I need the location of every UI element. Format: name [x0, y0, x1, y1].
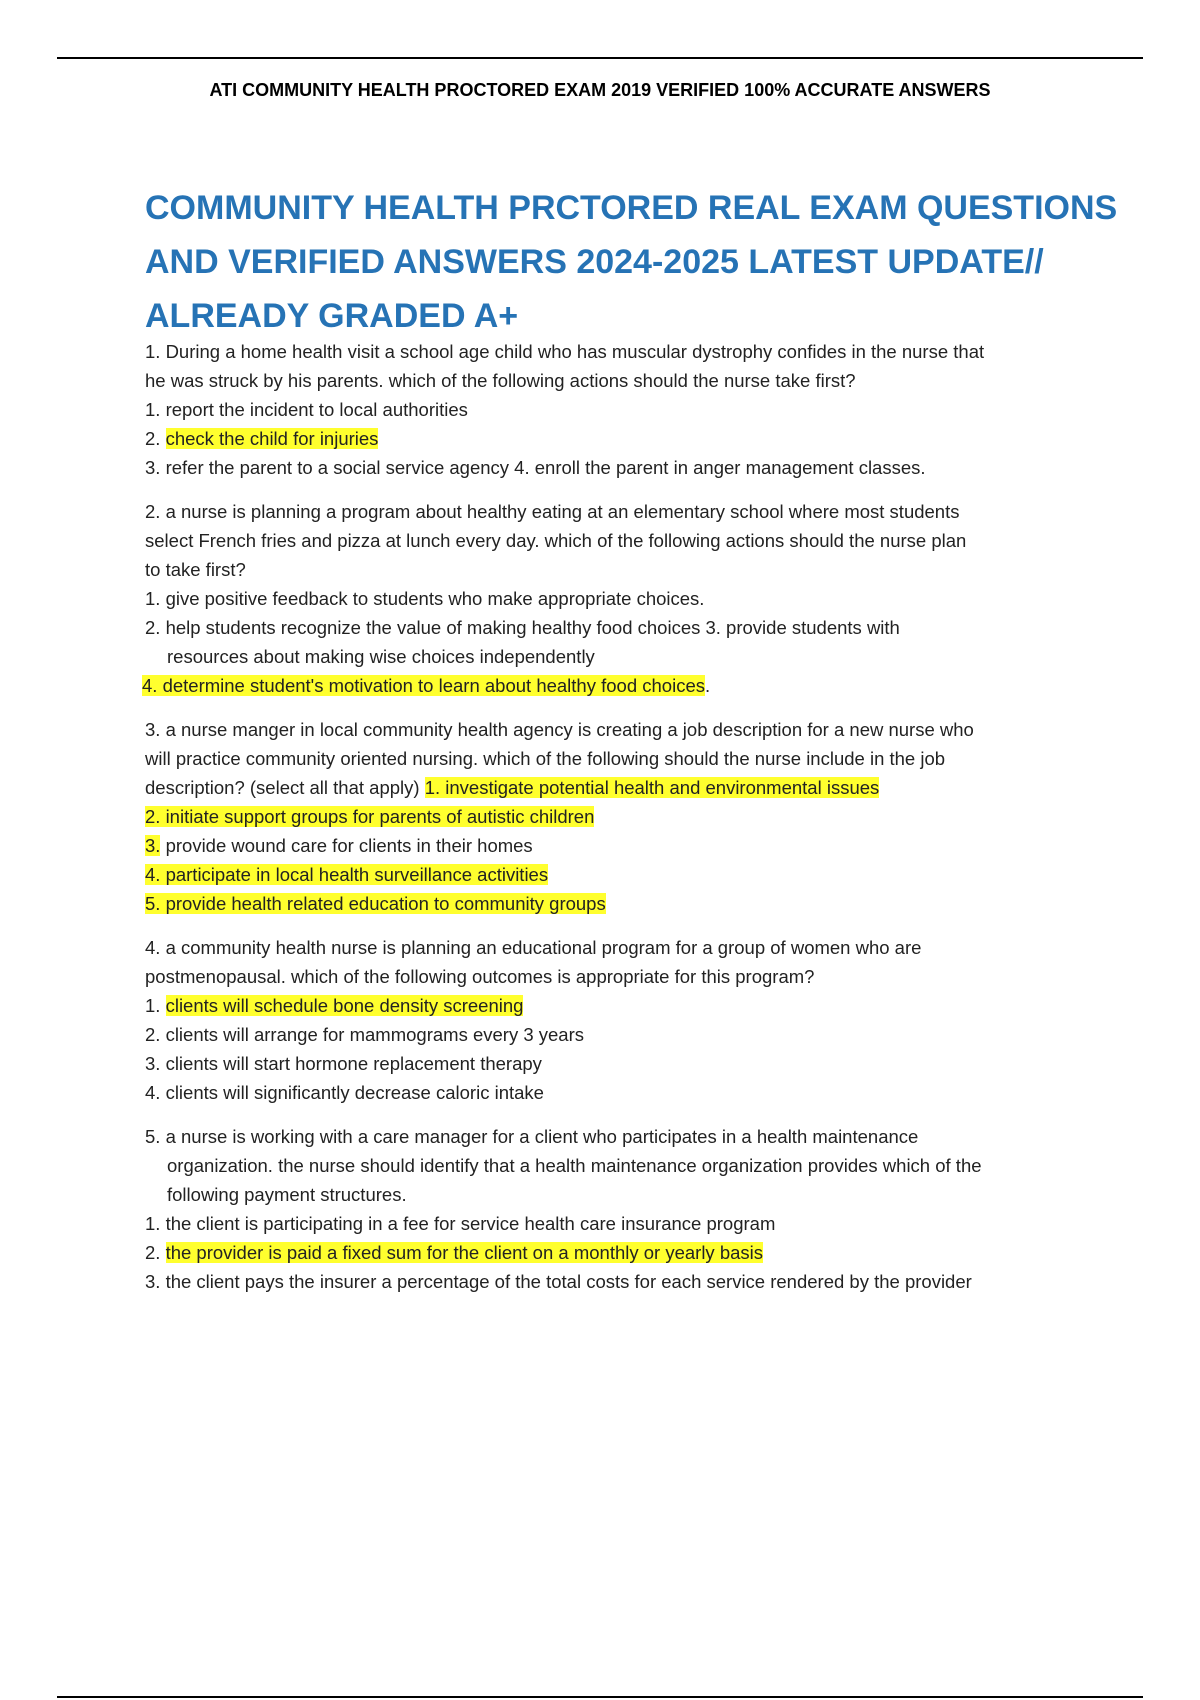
- question-2: [142, 497, 985, 700]
- running-header: ATI COMMUNITY HEALTH PROCTORED EXAM 2019 VERIFIED 100% ACCURATE ANSWERS: [209, 80, 991, 100]
- option-text: provide wound care for clients in their homes: [160, 835, 533, 856]
- highlighted-answer: check the child for injuries: [165, 428, 379, 449]
- answer-option: [145, 1238, 985, 1267]
- option-number: 2.: [145, 428, 166, 449]
- highlighted-answer: the provider is paid a fixed sum for the client on a monthly or yearly basis: [165, 1242, 764, 1263]
- question-text: 5. a nurse is working with a care manager for a client who participates in a health maintenance organization. the nurse should identify that a health maintenance organization provides which of the following payment structures.: [145, 1126, 982, 1205]
- question-text: [145, 715, 985, 802]
- option-number: 3.: [145, 835, 161, 856]
- highlighted-answer: 4. participate in local health surveillance activities: [145, 864, 549, 885]
- answer-option: [145, 991, 985, 1020]
- highlighted-answer: 1. investigate potential health and environmental issues: [424, 777, 880, 798]
- answer-option: [145, 860, 985, 889]
- question-5: [145, 1122, 985, 1296]
- answer-option: 3. clients will start hormone replacement therapy: [145, 1053, 542, 1074]
- question-1: [145, 337, 985, 482]
- answer-option: 1. give positive feedback to students who make appropriate choices.: [145, 588, 705, 609]
- answer-option: 1. report the incident to local authorities: [145, 399, 468, 420]
- answer-option: [145, 831, 985, 860]
- answer-option: [145, 889, 985, 918]
- answer-option: 3. the client pays the insurer a percentage of the total costs for each service rendered by the provider: [145, 1271, 972, 1292]
- highlighted-answer: 2. initiate support groups for parents of autistic children: [145, 806, 595, 827]
- answer-option: 2. clients will arrange for mammograms every 3 years: [145, 1024, 585, 1045]
- answer-option: [145, 802, 985, 831]
- option-number: 1.: [145, 995, 166, 1016]
- option-tail: .: [705, 675, 711, 696]
- answer-option: 1. the client is participating in a fee for service health care insurance program: [145, 1213, 776, 1234]
- footer-rule: [57, 1696, 1143, 1698]
- question-4: [145, 933, 985, 1107]
- header-rule: [57, 57, 1143, 59]
- highlighted-answer: 4. determine student's motivation to learn about healthy food choices: [142, 675, 705, 696]
- document-title: COMMUNITY HEALTH PRCTORED REAL EXAM QUESTIONS AND VERIFIED ANSWERS 2024-2025 LATEST UPDATE// ALREADY GRADED A+: [145, 189, 1118, 335]
- question-text: 2. a nurse is planning a program about healthy eating at an elementary school where most students select French fries and pizza at lunch every day. which of the following actions should the nurse plan to take first?: [145, 501, 967, 580]
- answer-option: 4. clients will significantly decrease caloric intake: [145, 1082, 544, 1103]
- answer-option: 2. help students recognize the value of making healthy food choices 3. provide students with resources about making wise choices independently: [145, 617, 900, 667]
- question-3: [145, 715, 985, 918]
- question-stem: 3. a nurse manger in local community health agency is creating a job description for a new nurse who will practice community oriented nursing. which of the following should the nurse include in the job description? (select all that apply): [145, 719, 974, 798]
- answer-option: 3. refer the parent to a social service agency 4. enroll the parent in anger management classes.: [145, 457, 926, 478]
- answer-option: [142, 671, 985, 700]
- question-text: 4. a community health nurse is planning an educational program for a group of women who are postmenopausal. which of the following outcomes is appropriate for this program?: [145, 937, 922, 987]
- highlighted-answer: clients will schedule bone density screening: [165, 995, 524, 1016]
- option-number: 2.: [145, 1242, 166, 1263]
- answer-option: [145, 424, 985, 453]
- document-body: [142, 337, 985, 1311]
- highlighted-answer: 5. provide health related education to community groups: [145, 893, 606, 914]
- question-text: 1. During a home health visit a school age child who has muscular dystrophy confides in the nurse that he was struck by his parents. which of the following actions should the nurse take first?: [145, 341, 985, 391]
